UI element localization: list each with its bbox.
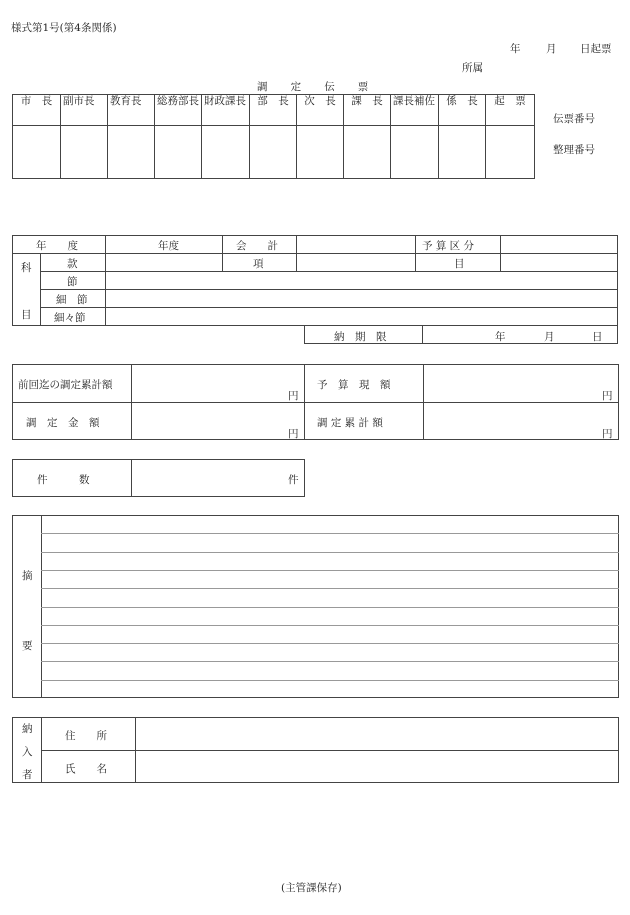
approval-header-chief: 係 長 — [439, 95, 486, 126]
seal-box[interactable] — [439, 126, 486, 179]
summary-rule — [41, 552, 619, 553]
name-label: 氏 名 — [65, 763, 107, 775]
account-label: 会 計 — [236, 240, 278, 252]
summary-rule — [41, 680, 619, 681]
prev-total-label: 前回迄の調定累計額 — [18, 379, 113, 391]
form-label: 様式第1号(第4条関係) — [11, 22, 117, 34]
summary-rule — [41, 607, 619, 608]
seal-box[interactable] — [250, 126, 297, 179]
saisetsu-label: 細 節 — [56, 294, 88, 306]
subject-label-2: 目 — [21, 309, 32, 321]
moku-label: 目 — [454, 258, 465, 270]
summary-rule — [41, 570, 619, 571]
approval-header-section: 課 長 — [344, 95, 391, 126]
due-label: 納 期 限 — [334, 331, 387, 343]
saisaisetsu-label: 細々節 — [54, 312, 86, 324]
seal-box[interactable] — [61, 126, 108, 179]
approval-header-education: 教育長 — [108, 95, 155, 126]
yen-unit: 円 — [602, 428, 613, 440]
cumulative-amount-label: 調 定 累 計 額 — [317, 417, 383, 429]
seal-box[interactable] — [391, 126, 439, 179]
payer-label-3: 者 — [22, 769, 33, 781]
summary-rule — [41, 661, 619, 662]
summary-rule — [41, 625, 619, 626]
fiscal-year-label: 年 度 — [36, 240, 78, 252]
yen-unit: 円 — [288, 390, 299, 402]
approval-header-deputy: 次 長 — [297, 95, 344, 126]
count-label: 件 数 — [37, 474, 90, 486]
voucher-no-label: 伝票番号 — [553, 113, 595, 125]
payer-table — [12, 717, 619, 783]
determined-amount-label: 調 定 金 額 — [26, 417, 100, 429]
name-field[interactable] — [137, 752, 615, 780]
amount-table — [12, 364, 619, 440]
yen-unit: 円 — [288, 428, 299, 440]
date-month-label: 月 — [546, 43, 557, 55]
due-day-label: 日 — [592, 331, 603, 343]
count-unit: 件 — [288, 474, 299, 486]
approval-header-mayor: 市 長 — [13, 95, 61, 126]
summary-label-2: 要 — [22, 640, 33, 652]
seal-box[interactable] — [155, 126, 202, 179]
footer-note: (主管課保存) — [281, 882, 342, 894]
approval-header-general-affairs: 総務部長 — [155, 95, 202, 126]
affiliation-label: 所属 — [462, 62, 483, 74]
kan-label: 款 — [67, 258, 78, 270]
seal-box[interactable] — [108, 126, 155, 179]
approval-header-department: 部 長 — [250, 95, 297, 126]
summary-rule — [41, 533, 619, 534]
kou-label: 項 — [253, 258, 264, 270]
summary-label-1: 摘 — [22, 570, 33, 582]
budget-table — [12, 235, 619, 345]
yen-unit: 円 — [602, 390, 613, 402]
budget-class-label: 予 算 区 分 — [422, 240, 475, 252]
fiscal-year-value: 年度 — [158, 240, 179, 252]
seal-box[interactable] — [486, 126, 535, 179]
approval-header-deputy-mayor: 副市長 — [61, 95, 108, 126]
approval-header-assistant: 課長補佐 — [391, 95, 439, 126]
reference-no-label: 整理番号 — [553, 144, 595, 156]
approval-header-issuer: 起 票 — [486, 95, 535, 126]
date-day-label: 日起票 — [580, 43, 612, 55]
due-month-label: 月 — [544, 331, 555, 343]
page-title: 調 定 伝 票 — [257, 81, 375, 93]
address-label: 住 所 — [65, 730, 107, 742]
due-year-label: 年 — [495, 331, 506, 343]
address-field[interactable] — [137, 720, 615, 748]
setsu-label: 節 — [67, 276, 78, 288]
subject-label-1: 科 — [21, 262, 32, 274]
seal-box[interactable] — [202, 126, 250, 179]
approval-header-finance: 財政課長 — [202, 95, 250, 126]
summary-rule — [41, 588, 619, 589]
seal-box[interactable] — [297, 126, 344, 179]
seal-box[interactable] — [13, 126, 61, 179]
payer-label-2: 入 — [22, 746, 33, 758]
count-table — [12, 459, 305, 497]
seal-box[interactable] — [344, 126, 391, 179]
summary-rule — [41, 643, 619, 644]
date-year-label: 年 — [510, 43, 521, 55]
approval-table — [12, 94, 535, 179]
payer-label-1: 納 — [22, 723, 33, 735]
budget-current-label: 予 算 現 額 — [317, 379, 391, 391]
